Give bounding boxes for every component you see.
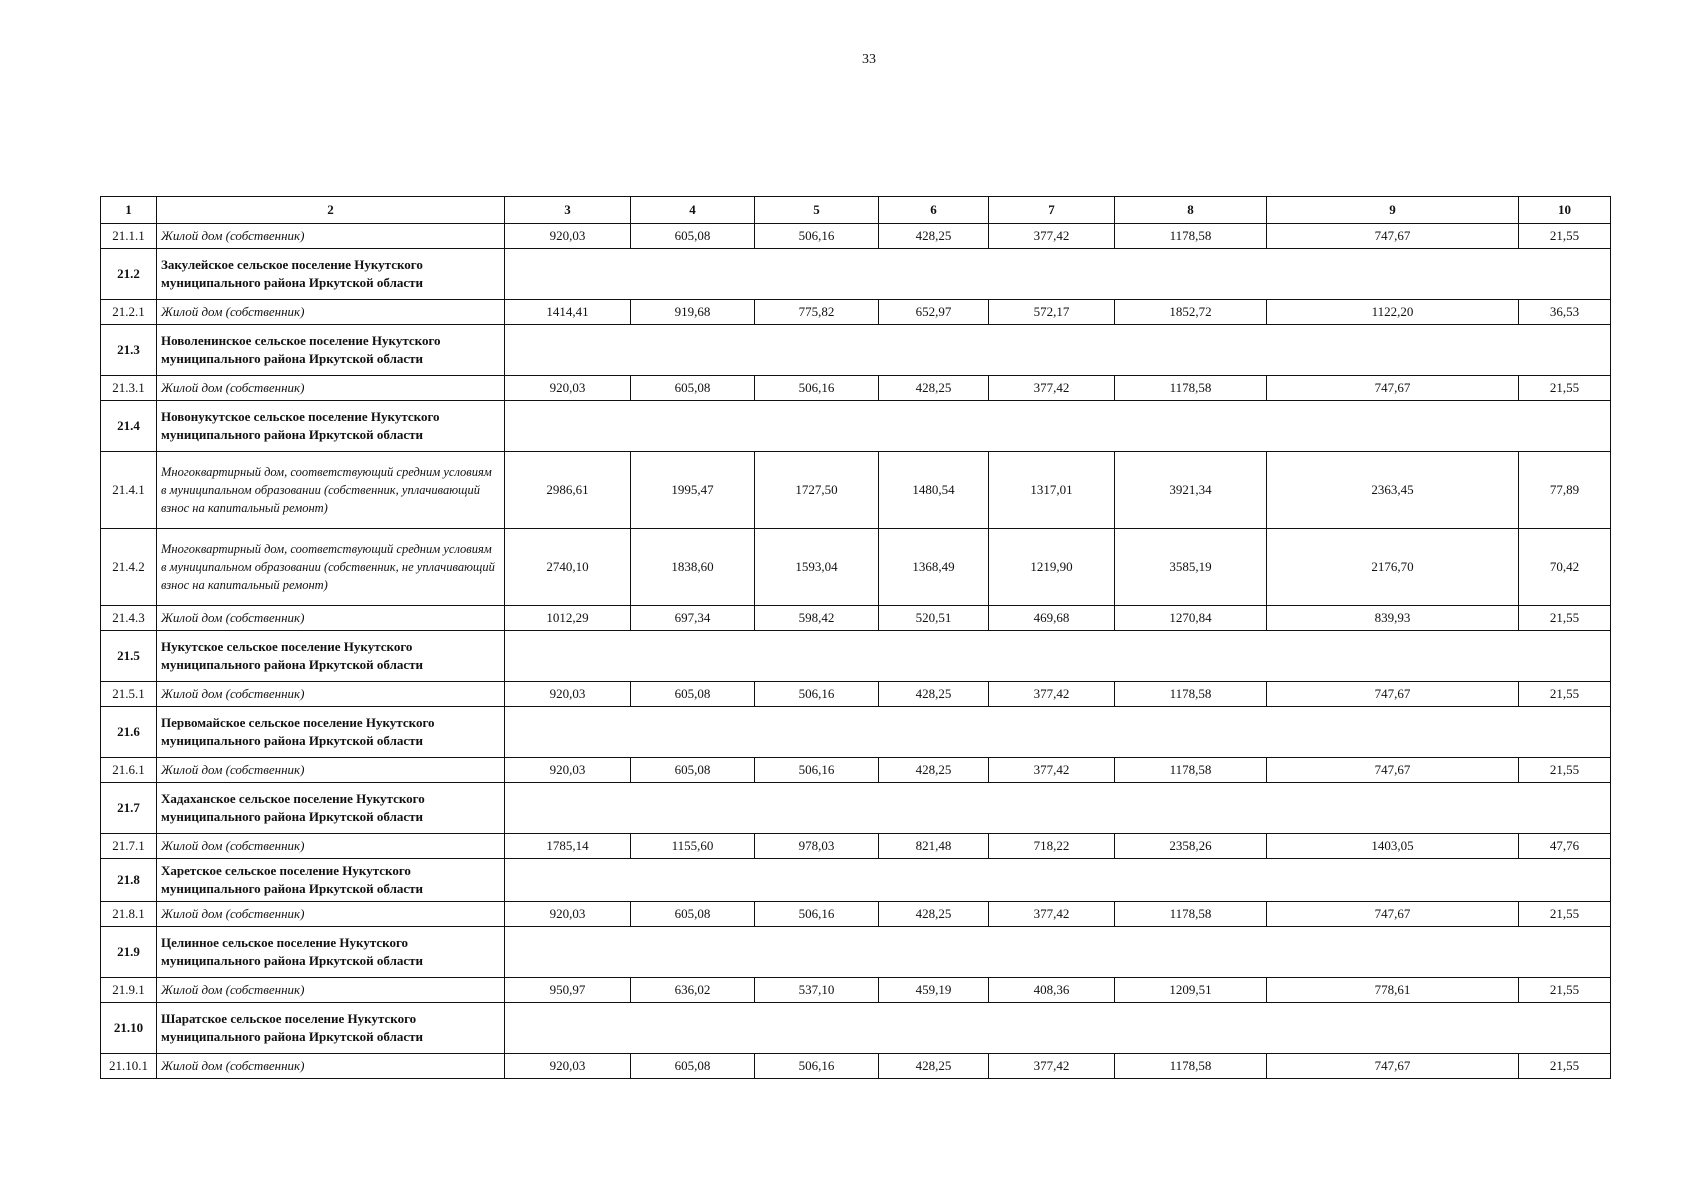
row-code: 21.3.1	[101, 376, 157, 401]
value-cell: 21,55	[1519, 758, 1611, 783]
value-cell: 377,42	[989, 758, 1115, 783]
value-cell: 428,25	[879, 376, 989, 401]
value-cell: 919,68	[631, 300, 755, 325]
value-cell: 2358,26	[1115, 834, 1267, 859]
value-cell: 1012,29	[505, 606, 631, 631]
section-code: 21.9	[101, 927, 157, 978]
section-filler	[505, 401, 1611, 452]
value-cell: 1178,58	[1115, 224, 1267, 249]
value-cell: 598,42	[755, 606, 879, 631]
value-cell: 377,42	[989, 682, 1115, 707]
value-cell: 428,25	[879, 224, 989, 249]
section-title: Новоленинское сельское поселение Нукутского муниципального района Иркутской области	[157, 325, 505, 376]
value-cell: 537,10	[755, 978, 879, 1003]
section-title: Хадаханское сельское поселение Нукутского муниципального района Иркутской области	[157, 783, 505, 834]
value-cell: 1593,04	[755, 529, 879, 606]
value-cell: 636,02	[631, 978, 755, 1003]
value-cell: 506,16	[755, 682, 879, 707]
value-cell: 920,03	[505, 376, 631, 401]
row-description: Жилой дом (собственник)	[157, 606, 505, 631]
column-header: 5	[755, 197, 879, 224]
header-row	[101, 197, 1611, 224]
table-body	[101, 224, 1611, 1079]
value-cell: 920,03	[505, 682, 631, 707]
value-cell: 21,55	[1519, 606, 1611, 631]
value-cell: 605,08	[631, 224, 755, 249]
value-cell: 920,03	[505, 902, 631, 927]
value-cell: 1785,14	[505, 834, 631, 859]
value-cell: 506,16	[755, 1054, 879, 1079]
section-code: 21.3	[101, 325, 157, 376]
value-cell: 428,25	[879, 902, 989, 927]
value-cell: 1995,47	[631, 452, 755, 529]
section-row	[101, 401, 1611, 452]
value-cell: 1178,58	[1115, 682, 1267, 707]
value-cell: 652,97	[879, 300, 989, 325]
section-title: Закулейское сельское поселение Нукутского муниципального района Иркутской области	[157, 249, 505, 300]
value-cell: 1414,41	[505, 300, 631, 325]
column-header: 8	[1115, 197, 1267, 224]
row-code: 21.7.1	[101, 834, 157, 859]
row-code: 21.10.1	[101, 1054, 157, 1079]
value-cell: 572,17	[989, 300, 1115, 325]
value-cell: 920,03	[505, 1054, 631, 1079]
value-cell: 1368,49	[879, 529, 989, 606]
value-cell: 747,67	[1267, 1054, 1519, 1079]
value-cell: 21,55	[1519, 224, 1611, 249]
row-description: Жилой дом (собственник)	[157, 978, 505, 1003]
table-row	[101, 902, 1611, 927]
value-cell: 697,34	[631, 606, 755, 631]
value-cell: 21,55	[1519, 978, 1611, 1003]
value-cell: 21,55	[1519, 376, 1611, 401]
value-cell: 1178,58	[1115, 902, 1267, 927]
value-cell: 1178,58	[1115, 376, 1267, 401]
row-code: 21.8.1	[101, 902, 157, 927]
section-row	[101, 927, 1611, 978]
value-cell: 1838,60	[631, 529, 755, 606]
section-filler	[505, 783, 1611, 834]
value-cell: 70,42	[1519, 529, 1611, 606]
section-row	[101, 249, 1611, 300]
section-filler	[505, 859, 1611, 902]
column-header: 7	[989, 197, 1115, 224]
value-cell: 1178,58	[1115, 758, 1267, 783]
column-header: 1	[101, 197, 157, 224]
row-description: Жилой дом (собственник)	[157, 300, 505, 325]
row-description: Жилой дом (собственник)	[157, 224, 505, 249]
value-cell: 920,03	[505, 224, 631, 249]
table-row	[101, 834, 1611, 859]
table-row	[101, 606, 1611, 631]
row-description: Многоквартирный дом, соответствующий средним условиям в муниципальном образовании (собственник, не уплачивающий взнос на капитальный ремонт)	[157, 529, 505, 606]
section-row	[101, 859, 1611, 902]
value-cell: 506,16	[755, 758, 879, 783]
section-title: Харетское сельское поселение Нукутского муниципального района Иркутской области	[157, 859, 505, 902]
value-cell: 1209,51	[1115, 978, 1267, 1003]
value-cell: 2740,10	[505, 529, 631, 606]
value-cell: 747,67	[1267, 376, 1519, 401]
value-cell: 978,03	[755, 834, 879, 859]
value-cell: 459,19	[879, 978, 989, 1003]
value-cell: 718,22	[989, 834, 1115, 859]
row-code: 21.4.1	[101, 452, 157, 529]
value-cell: 1852,72	[1115, 300, 1267, 325]
section-filler	[505, 927, 1611, 978]
column-header: 6	[879, 197, 989, 224]
table-row	[101, 682, 1611, 707]
section-title: Нукутское сельское поселение Нукутского муниципального района Иркутской области	[157, 631, 505, 682]
value-cell: 506,16	[755, 224, 879, 249]
value-cell: 77,89	[1519, 452, 1611, 529]
value-cell: 747,67	[1267, 902, 1519, 927]
section-row	[101, 707, 1611, 758]
value-cell: 1727,50	[755, 452, 879, 529]
section-title: Шаратское сельское поселение Нукутского муниципального района Иркутской области	[157, 1003, 505, 1054]
table-row	[101, 300, 1611, 325]
column-header: 4	[631, 197, 755, 224]
row-code: 21.4.3	[101, 606, 157, 631]
table-row	[101, 224, 1611, 249]
value-cell: 377,42	[989, 376, 1115, 401]
value-cell: 605,08	[631, 682, 755, 707]
section-row	[101, 783, 1611, 834]
value-cell: 1403,05	[1267, 834, 1519, 859]
value-cell: 775,82	[755, 300, 879, 325]
value-cell: 747,67	[1267, 758, 1519, 783]
value-cell: 821,48	[879, 834, 989, 859]
row-description: Многоквартирный дом, соответствующий средним условиям в муниципальном образовании (собственник, уплачивающий взнос на капитальный ремонт)	[157, 452, 505, 529]
value-cell: 2176,70	[1267, 529, 1519, 606]
row-code: 21.2.1	[101, 300, 157, 325]
column-header: 2	[157, 197, 505, 224]
section-row	[101, 325, 1611, 376]
row-code: 21.4.2	[101, 529, 157, 606]
table-row	[101, 758, 1611, 783]
value-cell: 605,08	[631, 758, 755, 783]
value-cell: 21,55	[1519, 902, 1611, 927]
row-description: Жилой дом (собственник)	[157, 682, 505, 707]
section-code: 21.7	[101, 783, 157, 834]
value-cell: 1122,20	[1267, 300, 1519, 325]
section-filler	[505, 249, 1611, 300]
value-cell: 408,36	[989, 978, 1115, 1003]
value-cell: 1317,01	[989, 452, 1115, 529]
value-cell: 839,93	[1267, 606, 1519, 631]
section-title: Целинное сельское поселение Нукутского муниципального района Иркутской области	[157, 927, 505, 978]
column-header: 9	[1267, 197, 1519, 224]
value-cell: 1155,60	[631, 834, 755, 859]
section-filler	[505, 707, 1611, 758]
value-cell: 747,67	[1267, 682, 1519, 707]
value-cell: 2986,61	[505, 452, 631, 529]
column-header: 10	[1519, 197, 1611, 224]
row-description: Жилой дом (собственник)	[157, 1054, 505, 1079]
table-row	[101, 1054, 1611, 1079]
value-cell: 2363,45	[1267, 452, 1519, 529]
value-cell: 377,42	[989, 224, 1115, 249]
row-code: 21.1.1	[101, 224, 157, 249]
section-code: 21.10	[101, 1003, 157, 1054]
section-title: Новонукутское сельское поселение Нукутского муниципального района Иркутской области	[157, 401, 505, 452]
table-row	[101, 978, 1611, 1003]
row-code: 21.9.1	[101, 978, 157, 1003]
value-cell: 605,08	[631, 1054, 755, 1079]
table-row	[101, 376, 1611, 401]
section-filler	[505, 1003, 1611, 1054]
value-cell: 21,55	[1519, 682, 1611, 707]
row-description: Жилой дом (собственник)	[157, 902, 505, 927]
value-cell: 1178,58	[1115, 1054, 1267, 1079]
value-cell: 428,25	[879, 1054, 989, 1079]
value-cell: 747,67	[1267, 224, 1519, 249]
section-filler	[505, 325, 1611, 376]
row-description: Жилой дом (собственник)	[157, 758, 505, 783]
value-cell: 506,16	[755, 376, 879, 401]
value-cell: 36,53	[1519, 300, 1611, 325]
section-row	[101, 631, 1611, 682]
value-cell: 377,42	[989, 902, 1115, 927]
value-cell: 469,68	[989, 606, 1115, 631]
value-cell: 778,61	[1267, 978, 1519, 1003]
tariff-table	[100, 196, 1611, 1079]
row-description: Жилой дом (собственник)	[157, 376, 505, 401]
value-cell: 428,25	[879, 682, 989, 707]
section-code: 21.4	[101, 401, 157, 452]
value-cell: 605,08	[631, 902, 755, 927]
value-cell: 1480,54	[879, 452, 989, 529]
section-code: 21.2	[101, 249, 157, 300]
value-cell: 950,97	[505, 978, 631, 1003]
value-cell: 506,16	[755, 902, 879, 927]
value-cell: 3585,19	[1115, 529, 1267, 606]
value-cell: 1270,84	[1115, 606, 1267, 631]
value-cell: 377,42	[989, 1054, 1115, 1079]
row-code: 21.5.1	[101, 682, 157, 707]
section-code: 21.8	[101, 859, 157, 902]
value-cell: 21,55	[1519, 1054, 1611, 1079]
value-cell: 47,76	[1519, 834, 1611, 859]
section-code: 21.5	[101, 631, 157, 682]
value-cell: 1219,90	[989, 529, 1115, 606]
row-description: Жилой дом (собственник)	[157, 834, 505, 859]
value-cell: 605,08	[631, 376, 755, 401]
section-code: 21.6	[101, 707, 157, 758]
table-row	[101, 452, 1611, 529]
section-title: Первомайское сельское поселение Нукутского муниципального района Иркутской области	[157, 707, 505, 758]
section-row	[101, 1003, 1611, 1054]
value-cell: 3921,34	[1115, 452, 1267, 529]
table-row	[101, 529, 1611, 606]
section-filler	[505, 631, 1611, 682]
page-number: 33	[862, 52, 876, 67]
row-code: 21.6.1	[101, 758, 157, 783]
value-cell: 920,03	[505, 758, 631, 783]
column-header: 3	[505, 197, 631, 224]
value-cell: 428,25	[879, 758, 989, 783]
value-cell: 520,51	[879, 606, 989, 631]
